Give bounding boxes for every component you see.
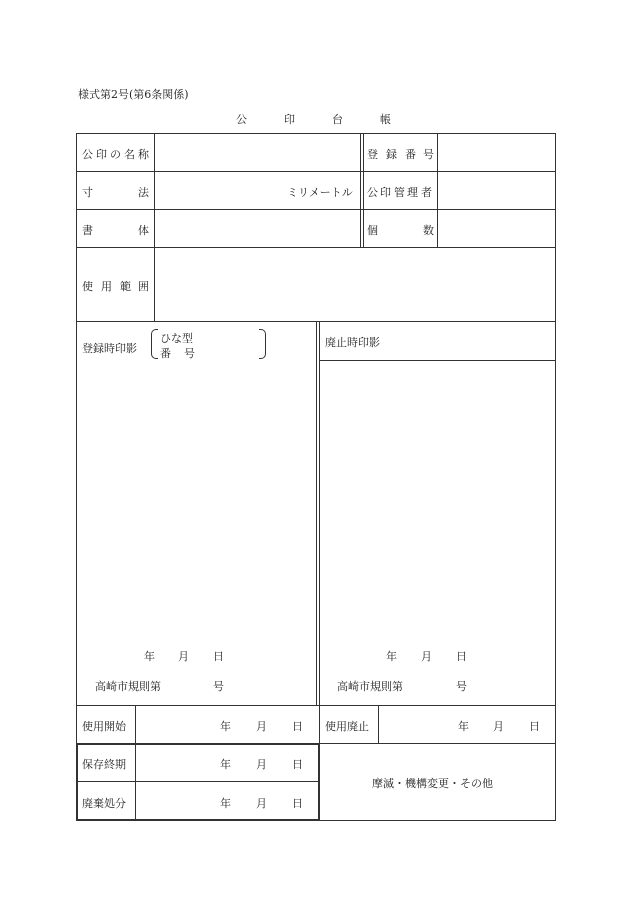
rule-prefix: 高崎市規則第	[95, 680, 161, 693]
month-label: 月	[178, 650, 189, 663]
year-label: 年	[458, 720, 469, 733]
form-number: 様式第2号(第6条関係)	[78, 88, 189, 101]
label-char: 号	[184, 347, 195, 360]
rule-suffix: 号	[213, 680, 224, 693]
use-start-label: 使用開始	[82, 720, 126, 733]
label-char: 個	[367, 224, 378, 237]
label-char: 範	[120, 280, 131, 293]
template-label: ひな型	[160, 332, 193, 345]
label-char: 公	[82, 148, 93, 161]
title-char: 帳	[380, 113, 391, 126]
use-end-label: 使用廃止	[325, 720, 369, 733]
label-char: 号	[423, 148, 434, 161]
label-char: 用	[101, 280, 112, 293]
label-char: 数	[423, 224, 434, 237]
label-char: 登	[367, 148, 378, 161]
label-char: 番	[160, 347, 171, 360]
disposal-label: 廃棄処分	[82, 797, 126, 810]
label-char: 印	[380, 186, 391, 199]
template-bracket-left	[151, 329, 158, 359]
title-char: 公	[236, 113, 247, 126]
abolition-impression-label: 廃止時印影	[325, 336, 380, 349]
month-label: 月	[256, 797, 267, 810]
label-char: 公	[367, 186, 378, 199]
registration-impression-label: 登録時印影	[82, 342, 137, 355]
year-label: 年	[220, 720, 231, 733]
label-char: 管	[394, 186, 405, 199]
title-char: 印	[284, 113, 295, 126]
label-char: 使	[82, 280, 93, 293]
month-label: 月	[421, 650, 432, 663]
label-char: 書	[82, 224, 93, 237]
label-char: 体	[138, 224, 149, 237]
size-unit: ミリメートル	[287, 186, 353, 199]
reg-number-field[interactable]	[439, 135, 554, 170]
rule-prefix: 高崎市規則第	[337, 680, 403, 693]
day-label: 日	[456, 650, 467, 663]
disposal-reason: 摩滅・機構変更・その他	[372, 777, 493, 790]
day-label: 日	[292, 758, 303, 771]
day-label: 日	[292, 720, 303, 733]
usage-scope-field[interactable]	[156, 249, 554, 320]
label-char: 名	[124, 148, 135, 161]
day-label: 日	[529, 720, 540, 733]
count-field[interactable]	[439, 211, 554, 246]
label-char: 者	[421, 186, 432, 199]
label-char: 法	[138, 186, 149, 199]
year-label: 年	[220, 797, 231, 810]
rule-suffix: 号	[456, 680, 467, 693]
label-char: 寸	[82, 186, 93, 199]
label-char: 録	[386, 148, 397, 161]
title-char: 台	[332, 113, 343, 126]
month-label: 月	[493, 720, 504, 733]
abolition-impression-area[interactable]	[322, 363, 553, 643]
day-label: 日	[213, 650, 224, 663]
month-label: 月	[256, 758, 267, 771]
label-char: 囲	[138, 280, 149, 293]
label-char: 称	[138, 148, 149, 161]
typeface-field[interactable]	[156, 211, 359, 246]
label-char: 印	[96, 148, 107, 161]
manager-field[interactable]	[439, 173, 554, 208]
label-char: 番	[405, 148, 416, 161]
month-label: 月	[256, 720, 267, 733]
registration-impression-area[interactable]	[80, 362, 312, 642]
year-label: 年	[220, 758, 231, 771]
day-label: 日	[292, 797, 303, 810]
seal-name-field[interactable]	[156, 135, 359, 170]
year-label: 年	[386, 650, 397, 663]
year-label: 年	[144, 650, 155, 663]
retention-end-label: 保存終期	[82, 758, 126, 771]
label-char: 理	[407, 186, 418, 199]
label-char: の	[110, 148, 121, 161]
template-bracket-right	[259, 329, 266, 359]
